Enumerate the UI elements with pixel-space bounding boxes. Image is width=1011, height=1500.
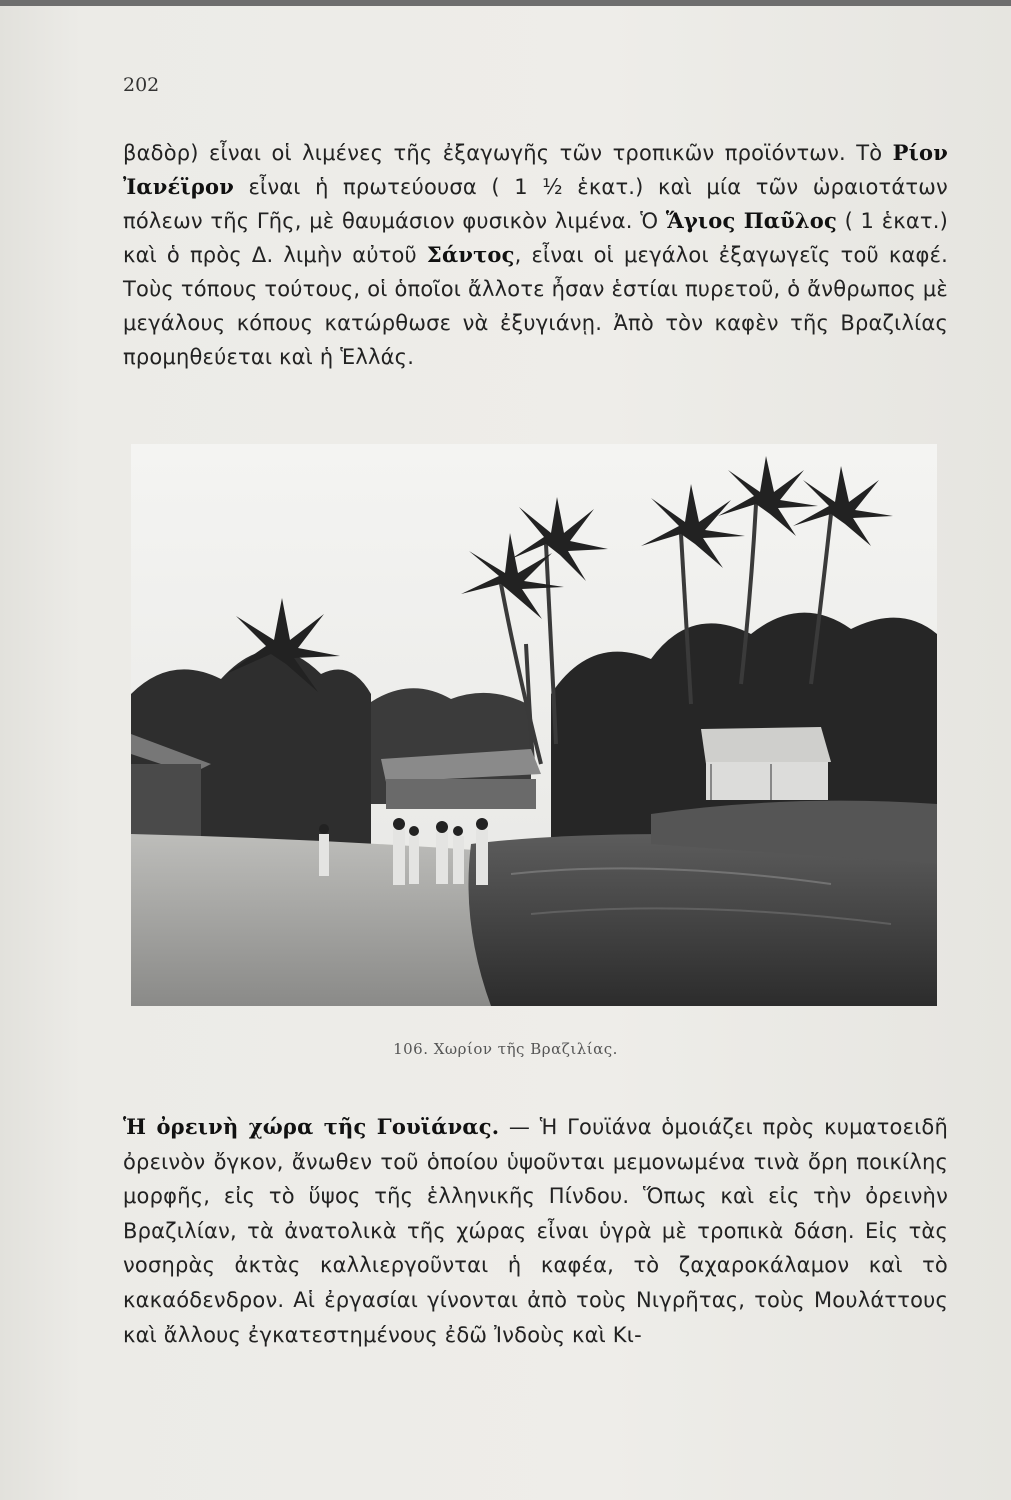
paragraph-text: ( 1 ἑκατ.) καὶ ὁ πρὸς Δ. λιμὴν αὐτοῦ xyxy=(123,209,948,267)
paragraph-text: , εἶναι οἱ μεγάλοι ἐξαγωγεῖς τοῦ καφέ. Τοὺς τόπους τούτους, οἱ ὁποῖοι ἄλλοτε ἦσαν ἑστίαι πυρετοῦ, ὁ ἄνθρωπος μὲ μεγάλους κόπους κατώρθωσε νὰ ἐξυγιάνῃ. Ἀπὸ τὸν καφὲν τῆς Βραζιλίας προμηθεύεται καὶ ἡ Ἑλλάς. xyxy=(123,243,949,369)
photo-illustration xyxy=(131,444,937,1006)
paragraph-brazil-ports xyxy=(123,136,948,374)
bold-term-santos: Σάντος xyxy=(426,242,515,267)
page-number: 202 xyxy=(123,74,160,96)
paragraph-text: — Ἡ Γουϊάνα ὁμοιάζει πρὸς κυματοειδῆ ὀρεινὸν ὄγκον, ἄνωθεν τοῦ ὁποίου ὑψοῦνται μεμονωμένα τινὰ ὄρη ποικίλης μορφῆς, εἰς τὸ ὕψος τῆς ἑλληνικῆς Πίνδου. Ὅπως καὶ εἰς τὴν ὀρεινὴν Βραζιλίαν, τὰ ἀνατολικὰ τῆς χώρας εἶναι ὑγρὰ μὲ τροπικὰ δάση. Εἰς τὰς νοσηρὰς ἀκτὰς καλλιεργοῦνται ἡ καφέα, τὸ ζαχαροκάλαμον καὶ τὸ κακαόδενδρον. Αἱ ἐργασίαι γίνονται ἀπὸ τοὺς Νιγρῆτας, τοὺς Μουλάττους καὶ ἄλλους ἐγκατεστημένους ἐδῶ Ἰνδοὺς καὶ Κι- xyxy=(123,1115,948,1347)
section-heading: Ἡ ὀρεινὴ χώρα τῆς Γουϊάνας. xyxy=(123,1114,500,1139)
village-photograph xyxy=(131,444,937,1006)
bold-term-rio: Ρίον Ἰανέϊρον xyxy=(123,140,948,199)
paragraph-text: βαδὸρ) εἶναι οἱ λιμένες τῆς ἐξαγωγῆς τῶν τροπικῶν προϊόντων. Τὸ xyxy=(123,141,893,165)
paragraph-text: εἶναι ἡ πρωτεύουσα ( 1 ½ ἑκατ.) καὶ μία τῶν ὡραιοτάτων πόλεων τῆς Γῆς, μὲ θαυμάσιον φυσικὸν λιμένα. Ὁ xyxy=(123,175,948,233)
paragraph-guiana xyxy=(123,1110,948,1352)
bold-term-sao-paulo: Ἅγιος Παῦλος xyxy=(665,208,837,233)
figure-caption: 106. Χωρίον τῆς Βραζιλίας. xyxy=(393,1040,618,1058)
page-top-edge xyxy=(0,0,1011,6)
